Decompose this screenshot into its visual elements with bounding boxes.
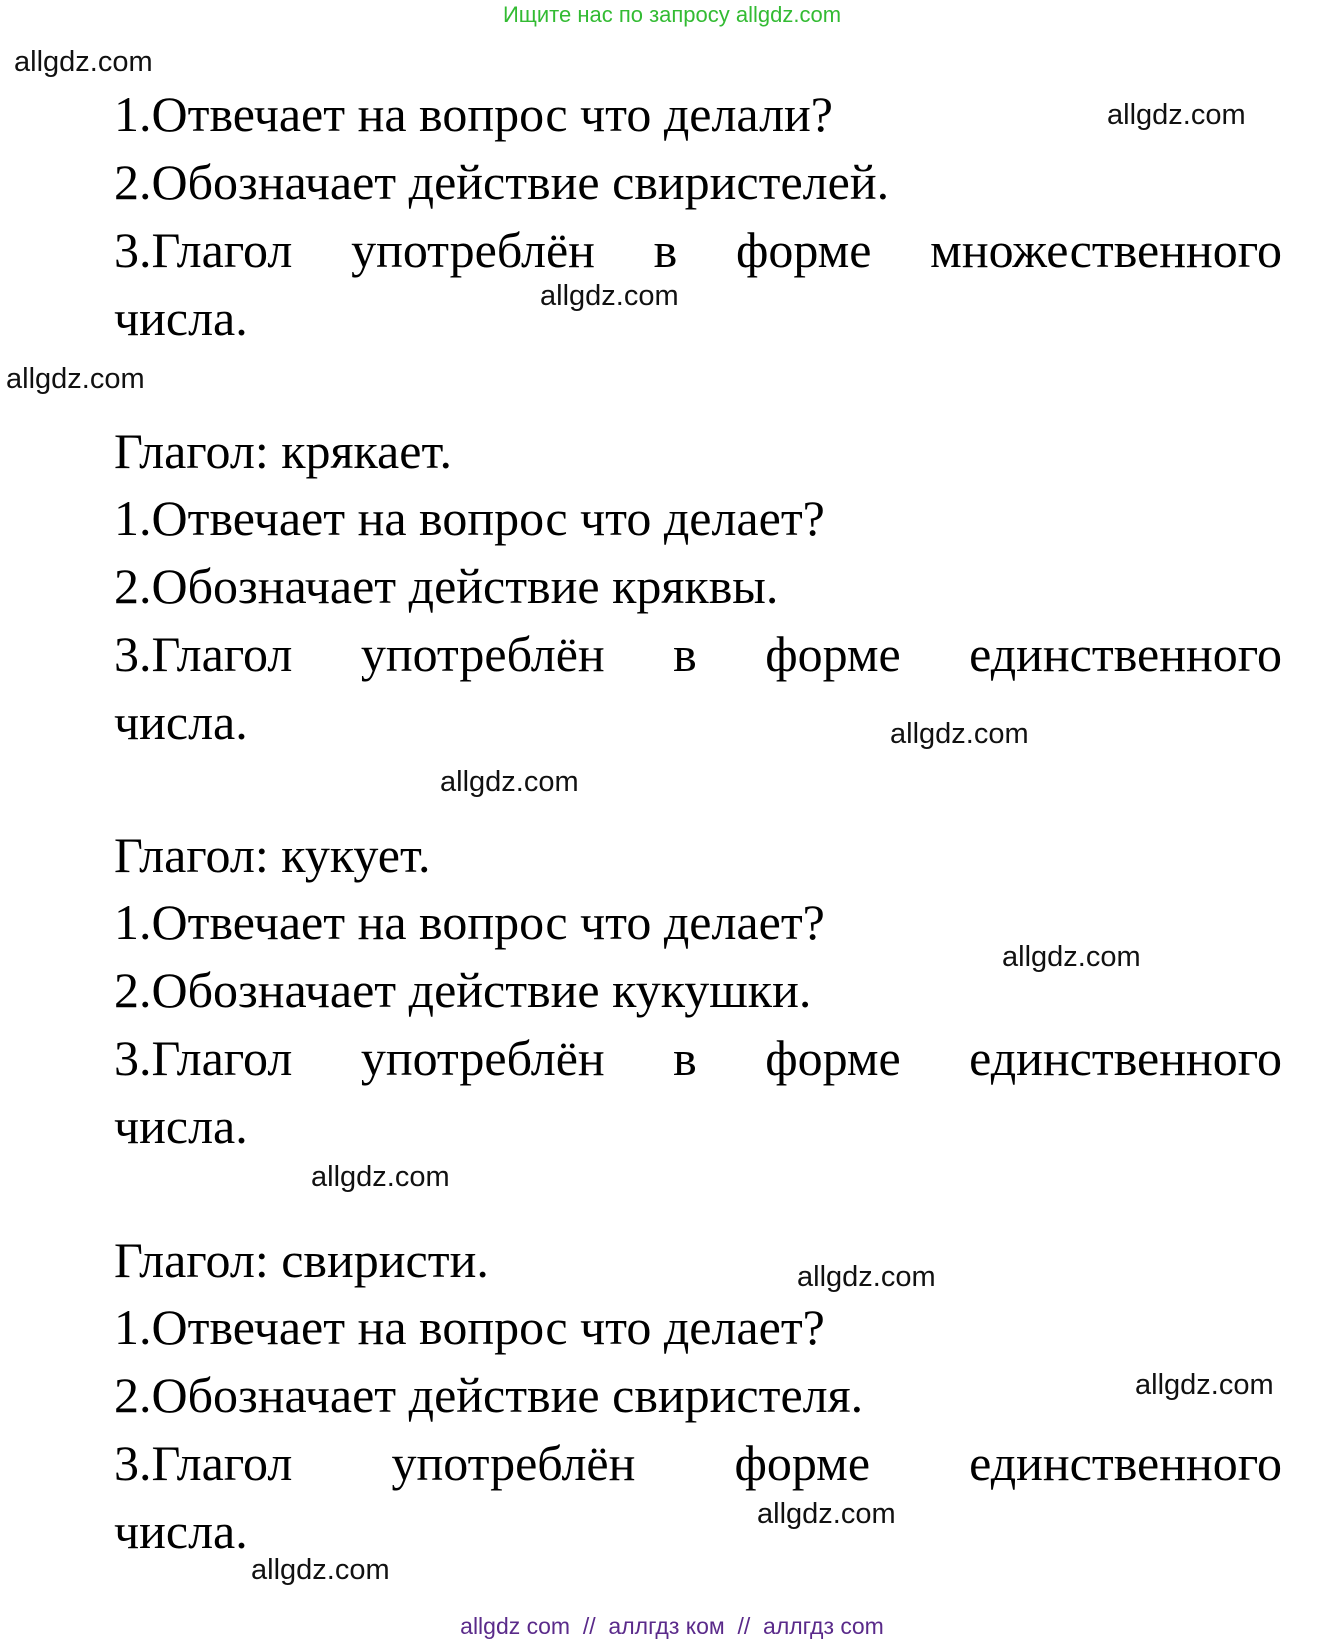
watermark: allgdz.com [757, 1498, 896, 1530]
section1-line3: 3.Глагол употреблён в форме множественного [114, 222, 1282, 278]
watermark: allgdz.com [1002, 941, 1141, 973]
section4-line3: 3.Глагол употреблён форме единственного [114, 1435, 1282, 1491]
watermark: allgdz.com [6, 363, 145, 395]
section3-line1: 1.Отвечает на вопрос что делает? [114, 894, 825, 950]
section1-line4: числа. [114, 290, 248, 346]
watermark: allgdz.com [251, 1554, 390, 1586]
watermark: allgdz.com [1135, 1369, 1274, 1401]
section2-line1: 1.Отвечает на вопрос что делает? [114, 490, 825, 546]
watermark: allgdz.com [797, 1261, 936, 1293]
footer-text: allgdz com // аллгдз ком // аллгдз com [460, 1613, 884, 1639]
section2-line2: 2.Обозначает действие кряквы. [114, 558, 779, 614]
section3-line2: 2.Обозначает действие кукушки. [114, 962, 812, 1018]
watermark: allgdz.com [540, 280, 679, 312]
watermark: allgdz.com [1107, 99, 1246, 131]
watermark: allgdz.com [890, 718, 1029, 750]
section2-line4: числа. [114, 694, 248, 750]
section1-line1: 1.Отвечает на вопрос что делали? [114, 86, 833, 142]
section4-line1: 1.Отвечает на вопрос что делает? [114, 1299, 825, 1355]
section3-verb: Глагол: кукует. [114, 827, 431, 883]
section2-verb: Глагол: крякает. [114, 423, 453, 479]
section1-line2: 2.Обозначает действие свиристелей. [114, 154, 890, 210]
section2-line3: 3.Глагол употреблён в форме единственного [114, 626, 1282, 682]
section3-line4: числа. [114, 1098, 248, 1154]
section4-line2: 2.Обозначает действие свиристеля. [114, 1367, 864, 1423]
section4-verb: Глагол: свиристи. [114, 1232, 489, 1288]
watermark: allgdz.com [311, 1161, 450, 1193]
section4-line4: числа. [114, 1503, 248, 1559]
watermark: allgdz.com [14, 46, 153, 78]
watermark: allgdz.com [440, 766, 579, 798]
section3-line3: 3.Глагол употреблён в форме единственного [114, 1030, 1282, 1086]
top-banner: Ищите нас по запросу allgdz.com [502, 2, 842, 27]
